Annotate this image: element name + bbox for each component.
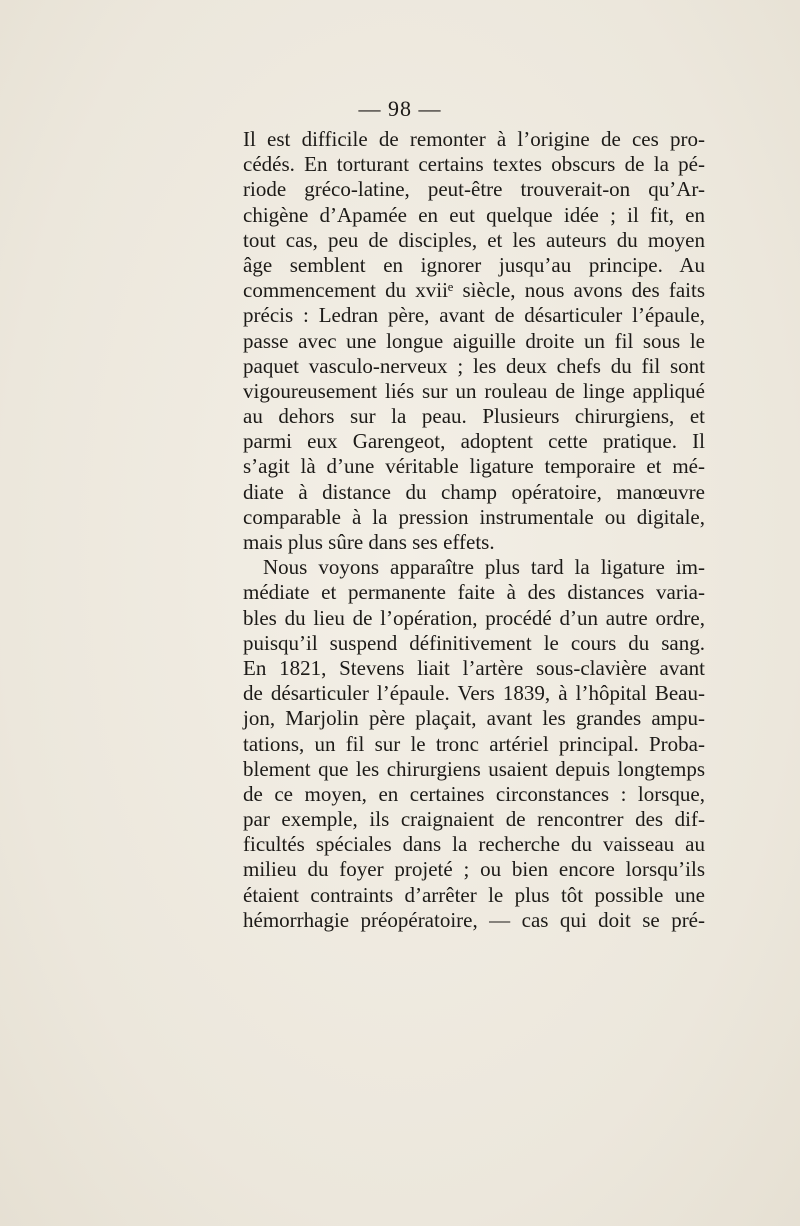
- paragraph-2: [243, 555, 705, 933]
- paragraph-1: [243, 127, 705, 555]
- text-line: puisqu’il suspend définitivement le cours du sang.: [243, 630, 705, 655]
- text-line: étaient contraints d’arrêter le plus tôt possible une: [243, 882, 705, 907]
- text-line: passe avec une longue aiguille droite un fil sous le: [243, 328, 705, 353]
- text-line: tout cas, peu de disciples, et les auteurs du moyen: [243, 227, 705, 252]
- text-line: riode gréco-latine, peut-être trouverait-on qu’Ar-: [243, 177, 705, 202]
- text-line: jon, Marjolin père plaçait, avant les grandes ampu-: [243, 706, 705, 731]
- text-line: mais plus sûre dans ses effets.: [243, 530, 495, 554]
- text-line: Il est difficile de remonter à l’origine de ces pro-: [243, 127, 705, 151]
- text-line: En 1821, Stevens liait l’artère sous-clavière avant: [243, 655, 705, 680]
- text-line: de ce moyen, en certaines circonstances : lorsque,: [243, 781, 705, 806]
- text-line: paquet vasculo-nerveux ; les deux chefs du fil sont: [243, 353, 705, 378]
- text-line: s’agit là d’une véritable ligature temporaire et mé-: [243, 454, 705, 479]
- text-line: Nous voyons apparaître plus tard la ligature im-: [263, 555, 705, 580]
- text-line: précis : Ledran père, avant de désarticuler l’épaule,: [243, 303, 705, 328]
- text-line: ficultés spéciales dans la recherche du vaisseau au: [243, 832, 705, 857]
- body-text: [243, 127, 705, 933]
- text-line: parmi eux Garengeot, adoptent cette pratique. Il: [243, 429, 705, 454]
- text-line: âge semblent en ignorer jusqu’au principe. Au: [243, 252, 705, 277]
- text-line: par exemple, ils craignaient de rencontrer des dif-: [243, 807, 705, 832]
- text-line: chigène d’Apamée en eut quelque idée ; il fit, en: [243, 202, 705, 227]
- text-line: hémorrhagie préopératoire, — cas qui doit se pré-: [243, 907, 705, 932]
- text-line: comparable à la pression instrumentale ou digitale,: [243, 504, 705, 529]
- text-line: bles du lieu de l’opération, procédé d’un autre ordre,: [243, 605, 705, 630]
- text-line: tations, un fil sur le tronc artériel principal. Proba-: [243, 731, 705, 756]
- text-line: vigoureusement liés sur un rouleau de linge appliqué: [243, 378, 705, 403]
- text-line: diate à distance du champ opératoire, manœuvre: [243, 479, 705, 504]
- text-line: cédés. En torturant certains textes obscurs de la pé-: [243, 152, 705, 177]
- text-line: commencement du xviiᵉ siècle, nous avons des faits: [243, 278, 705, 303]
- text-line: médiate et permanente faite à des distances varia-: [243, 580, 705, 605]
- text-line: au dehors sur la peau. Plusieurs chirurgiens, et: [243, 404, 705, 429]
- page-number: — 98 —: [358, 96, 442, 121]
- text-line: milieu du foyer projeté ; ou bien encore lorsqu’ils: [243, 857, 705, 882]
- text-line: blement que les chirurgiens usaient depuis longtemps: [243, 756, 705, 781]
- text-line: de désarticuler l’épaule. Vers 1839, à l’hôpital Beau-: [243, 681, 705, 706]
